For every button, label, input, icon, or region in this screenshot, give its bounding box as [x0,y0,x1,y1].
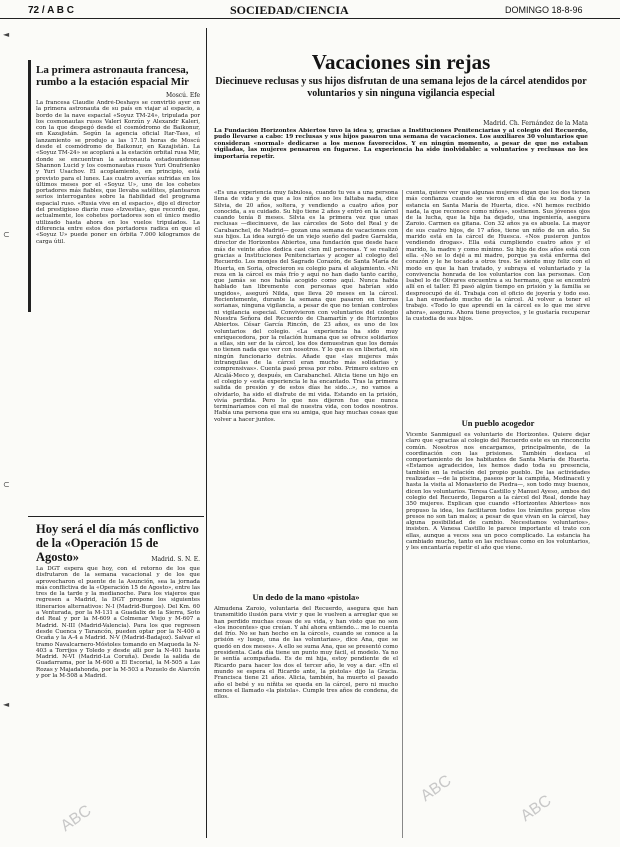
margin-mark: ⊂ [3,230,10,239]
story-astronauta-title: La primera astronauta francesa, rumbo a la estación espacial Mir [36,64,190,88]
issue-date: DOMINGO 18-8-96 [505,5,583,15]
subhead-pistola: Un dedo de la mano «pistola» [252,592,360,602]
main-story-subtitle: Diecinueve reclusas y sus hijos disfrutan de una semana lejos de la cárcel atendidos por voluntarios y sin ninguna vigilancia especial [215,76,587,99]
margin-mark: ⊂ [3,480,10,489]
margin-mark: ◄ [3,30,10,39]
main-story-column-2b: Vicente Sanmiguel es voluntario de Horizontes. Quiere dejar claro que «gracias al colegio del Recuerdo este es un rinconcito común. Nosotros nos encargamos, principalmente, de la coordinación con las prisiones. También destaca el comportamiento de los habitantes de Santa María de Huerta. «Estamos agradecidos, les hemos dado toda su presencia, también en la relación del propio pueblo. De las actividades realizadas —de la piscina, paseos por la campiña, Medinaceli y hasta la visita al Monasterio de Piedra—, son todo muy buenos, dicen los voluntarios. Teresa Castillo y Manuel Ayeso, ambos del colegio del Recuerdo, llegaron a la cárcel del Real, donde hay 350 mujeres. Explican que cuando «Horizontes Abiertos» nos propuso la idea, les facilitaron todos los trámites porque «los presos no son tan malos; a pesar de que vivan en la cárcel, hay alguna posibilidad de cambio. Necesitamos voluntarios», insisten. A Vanesa Castillo le parece importante el trato con ellas, aunque a veces sea un poco complicado. La estancia ha cambiado mucho, tanto en las reclusas como en los voluntarios, y les encantaría repetir el año que viene. [406,432,590,552]
main-story-column-1: «Es una experiencia muy fabulosa, cuando tu ves a una persona llena de vida y de que a los niños no les faltaba nada, dice Silvia, de 20 años, soltera, y vendiendo a cuatro años por conocida, a su cuidado. Su hijo tiene 2 años y entró en la cárcel cuando tenía 8 meses. Silvia es la primera vez que unas reclusas —diecinueve, de las cárceles de Soto del Real y de Carabanchel, de Madrid— gozan una semana de vacaciones con sus hijos. La idea surgió de un viejo sueño del padre Garralda, director de Horizontes Abiertos, una fundación que desde hace más de veinte años dedica casi cien mil personas. Y se realizó gracias a Instituciones Penitenciarias y acoger al colegio del Recuerdo. Los monjes del Sagrado Corazón, de Santa María de Huerta, en Soria, ofrecieron su colegio para el alojamiento. «Ni reza en la cárcel es más frío y aquí no han dado tanto cariño, que jamás se nos había acogido como aquí. Nunca había hablado tan libremente con personas que habrían sido ungidos», aseguró Nilda, que lleva 20 meses en la cárcel. Recientemente, durante la semana que pasaron en tierras sorianas, ninguna vigilancia, a pesar de que no tenían controles ni vigilancia especial. Convivieron con voluntarios del colegio Nuestra Señora del Recuerdo de Chamartín y de Horizontes Abiertos. César García Rincón, de 23 años, es uno de los voluntarios del colegio. «La experiencia ha sido muy enriquecedora, por la relación humana que se ofrece solidarios a ellas, sin ser de la cárcel, los dos demuestran que los demás no tienen nada que ver con nosotros. Y lo que es en libertad, sin ningún funcionario detrás. Añade que «las mujeres más intranquilas de la cárcel eran mucho más solidarias y comprensivas». Cuenta pasó presa por robo. Primero estuvo en Alcalá-Meco y, después, en Carabanchel. Alicia tiene un hijo en el colegio y «esta experiencia le ha encantado. Tras la primera salida de presión y de estos días he sido...», no vamos a olvidarlo, ha sido el disfrute de mi vida. Estando en la prisión, vivía perdida. Pero lo que nos dijeron fue que nunca terminaríamos con el mal de nuestra vida, con todos nosotros. Había una persona que era su amiga, que hay muchas cosas que volver a hacer juntos. [214,190,398,423]
story-operacion-dateline: Madrid. S. N. E. [151,556,200,563]
main-story-lead: La Fundación Horizontes Abiertos tuvo la idea y, gracias a Instituciones Penitenciarias y al colegio del Recuerdo, pudo llevarse a cabo: 19 reclusas y sus hijos pasaron una semana de vacaciones. Los auxiliares 30 voluntarios que consideran «normal» dedicarse a los menos favorecidos. Y en ningún momento, a pesar de que no estaban vigiladas, las mujeres pensaron en fugarse. La experiencia ha sido inolvidable: a voluntarios y reclusas no les importaría repetir. [214,128,588,160]
main-story-column-2: cuenta, quiere ver que algunas mujeres digan que los dos tienen más confianza cuando se vieron en el día de su boda y la estancia en Santa María de Huerta, dice. «Ni hemos recibido nada, la que reconoce como niños», sostienen. Sus jóvenes ojos de la lucha, que la hija ha dejado, una ingeniería, asegura Zaroio. Carmen es gitana. Con 32 años ya es abuela. La mayor de sus cuatro hijos, de 17 años, tiene un niño de un año. Su marido está en la cárcel de Huesca. «Nos pusieron juntos vendiendo drogas». Ella está cumpliendo cuatro años y el marido, la madre y como mínimo. Su hijo de dos años está con ella. «No se lo dejé a mi madre, porque ya está enferma del corazón y le he tocado a otros tres. Se siente muy feliz con el modo en que la han tratado, y subraya el voluntariado y la convivencia honrada de los voluntarios con las personas. Con Isabel lo de Olivares encuentra a su hermano, que se encontró allí en el taller. Él pasó algún tiempo en prisión y la familia se despreocupó de él. Trabaja con el oficio de joyería y todo eso. La han enseñado mucho de la cárcel. Al volver a tener el trabajo. «Todo lo que aprendí en la cárcel es lo que me sirve ahora», asegura. Ahora tiene proyectos, y le gustaría recuperar la custodia de sus hijos. [406,190,590,322]
main-story-dateline: Madrid. Ch. Fernández de la Mata [483,120,588,127]
watermark: ABC [57,802,95,835]
margin-mark: ◄ [3,700,10,709]
page-header [0,2,620,19]
watermark: ABC [517,792,555,825]
story-operacion-body: La DGT espera que hoy, con el retorno de los que disfrutaron de la semana vacacional y de los que aprovecharon el puente de la Asunción, sea la jornada más conflictiva de la «Operación 15 de Agosto», entre las tres de la tarde y la medianoche. Para los viajeros que regresen a Madrid, la DGT propone los siguientes itinerarios alternativos: N-I (Madrid-Burgos). Del Km. 60 a Venturada, por la M-131 a Guadalix de la Sierra, Soto del Real y por la M-609 a Colmenar Viejo y M-607 a Madrid. N-III (Madrid-Valencia). Para los que regresen desde Cuenca y Tarancón, pueden optar por la N-400 a Ocaña y la A-4 a Madrid. N-V (Madrid-Badajoz). Salvar el tramo Navalcarnero-Móstoles tomando en Maqueda la N-403 a Torrijos y Toledo y desde allí por la N-401 hasta Madrid. N-VI (Madrid-La Coruña). Desde la salida de Guadarrama, por la M-600 a El Escorial, la M-505 a Las Rozas y Majadahonda, por la M-503 a Pozuelo de Alarcón y por la M-508 a Madrid. [36,566,200,680]
story-astronauta-body: La francesa Claudie André-Deshays se convirtió ayer en la primera astronauta de su país en viajar al espacio, a bordo de la nave espacial «Soyuz TM-24», tripulada por los cosmonautas rusos Valeri Korzún y Alexandr Kaleri, con la que despegó desde el cosmódromo de Baikonur, en Kazajistán. Según la agencia oficial Itar-Tass, el lanzamiento se produjo a las 17.18 horas de Moscú desde el cosmódromo de Baikonur, en Kazajistán. La «Soyuz TM-24» se acoplará a la estación orbital rusa Mir, donde se encuentran la astronauta estadounidense Shannon Lucid y los cosmonautas rusos Yuri Onufrienko y Yuri Usachov. El acoplamiento, en principio, está previsto para el lunes. Las cuatro averías sufridas en los últimos meses por el «Soyuz U», uno de los cohetes portadores más fiables, que llevaba satélites, plantearon serios interrogantes sobre la fiabilidad del programa espacial ruso. «Rusia vive en el espacio», dijo el director del prestigioso diario ruso «Izvestia», que recordó que, actualmente, los cohetes portadores son el único medio utilizado hasta ahora en los vuelos tripulados. La diferencia entre estos dos portadores radica en que el «Soyuz U» puede poner en órbita 7.000 kilogramos de carga útil. [36,100,200,245]
main-story-title: Vacaciones sin rejas [311,50,491,74]
section-title: SOCIEDAD/CIENCIA [230,3,349,17]
watermark: ABC [417,772,455,805]
page-number: 72 / A B C [28,5,74,16]
story-operacion-title: Hoy será el día más conflictivo de la «Operación 15 de Agosto» [36,522,199,564]
main-story-column-1b: Almudena Zaroio, voluntaria del Recuerdo, asegura que han transmitido ilusión para vivir y que le vuelven a arreglar que se han perdido muchas cosas de su vida, y han visto que no son «los inocentes» que creían. Y ahí ahora entiendo... me lo cuenta del frío. No se han hecho en la cárcel», cuando se conoce a la prisión «y luego, una de las voluntarias», dice Ana, que se quedó en dos meses». A ello se suma Ana, que se presentó como presidenta. Cada día tiene un punto muy fácil, el modelo. Ya no le sentía acompañada. Es de mi hija, estoy pendiente de el Ricardo para hacer los dos el tercer año, le voy a dar. «En el mundo se espera el Ricardo ante, la pistola» dijo la Gracia. Francisca tiene 21 años. Alicia, también, ha muerto el pasado año el bebé y su niñita se queda en la cárcel, pero ni mucho menos el llamado «la pistola». Cumple tres años de condena, de ellos. [214,606,398,701]
subhead-pueblo: Un pueblo acogedor [461,418,535,428]
story-astronauta-dateline: Moscú. Efe [165,92,200,99]
